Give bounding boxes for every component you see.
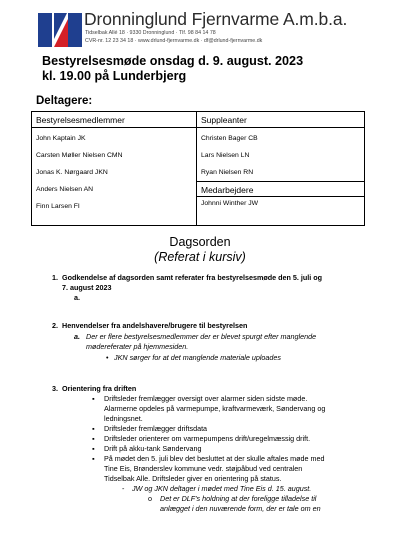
- item1-title-cont: 7. august 2023: [62, 283, 112, 292]
- item3-number: 3.: [52, 384, 58, 393]
- alternates-list: [201, 130, 258, 181]
- staff-member: Johnni Winther JW: [201, 200, 259, 207]
- agenda-subtitle: (Referat i kursiv): [154, 250, 246, 264]
- square-bullet: ▪: [92, 444, 95, 453]
- board-member: Anders Nielsen AN: [36, 186, 94, 193]
- item3-bullet5: På mødet den 5. juli blev det besluttet at der skulle aftales møde med: [104, 454, 325, 463]
- item2-title: Henvendelser fra andelshavere/brugere til bestyrelsen: [62, 321, 248, 330]
- circle-bullet: o: [148, 494, 152, 503]
- item3-bullet4: Drift på akku-tank Søndervang: [104, 444, 202, 453]
- item3-circle-note: Det er DLF's holdning at der foreligge tilladelse til: [160, 494, 317, 503]
- board-member: John Kaptain JK: [36, 135, 86, 142]
- bullet-dot: •: [106, 353, 109, 362]
- item3-bullet3: Driftsleder orienterer om varmepumpens drift/uregelmæssig drift.: [104, 434, 311, 443]
- item2-number: 2.: [52, 321, 58, 330]
- alternate-member: Ryan Nielsen RN: [201, 169, 254, 176]
- item3-bullet5-cont2: Tidselbak Alle. Driftsleder giver en orientering på status.: [104, 474, 282, 483]
- alternate-member: Christen Bager CB: [201, 135, 258, 142]
- participants-table: [31, 111, 365, 226]
- agenda-title: Dagsorden: [169, 235, 231, 249]
- company-name: Dronninglund Fjernvarme A.m.b.a.: [84, 9, 348, 29]
- item3-title: Orientering fra driften: [62, 384, 137, 393]
- square-bullet: ▪: [92, 434, 95, 443]
- alternates-column: [197, 112, 364, 225]
- staff-header: Medarbejdere: [197, 181, 364, 197]
- board-member: Jonas K. Nørgaard JKN: [36, 169, 108, 176]
- item1-number: 1.: [52, 273, 58, 282]
- square-bullet: ▪: [92, 394, 95, 403]
- meeting-time-location: kl. 19.00 på Lunderbjerg: [42, 69, 187, 83]
- company-logo: [38, 13, 82, 47]
- item3-circle-note-cont: anlægget i den nuværende form, der er tale om en: [160, 504, 321, 513]
- square-bullet: ▪: [92, 424, 95, 433]
- item2-sub-a: a.: [74, 332, 80, 341]
- board-column: [32, 112, 197, 225]
- item1-title: Godkendelse af dagsorden samt referater fra bestyrelsesmøde den 5. juli og: [62, 273, 323, 282]
- alternate-member: Lars Nielsen LN: [201, 152, 250, 159]
- item3-bullet1-cont: Alarmerne opdeles på varmepumpe, kraftvarmeværk, Søndervang og: [104, 404, 326, 413]
- meeting-title: Bestyrelsesmøde onsdag d. 9. august. 2023: [42, 54, 304, 68]
- item2-note-cont: mødereferater på hjemmesiden.: [86, 342, 189, 351]
- item3-bullet1-cont2: ledningsnet.: [104, 414, 143, 423]
- item2-note: Der er flere bestyrelsesmedlemmer der er blevet spurgt efter manglende: [86, 332, 317, 341]
- item1-sub-a: a.: [74, 293, 80, 302]
- dash-bullet: -: [122, 484, 125, 493]
- company-contact: CVR-nr. 12 23 34 18 · www.drlund-fjernvarme.dk · df@drlund-fjernvarme.dk: [85, 38, 263, 44]
- board-header: Bestyrelsesmedlemmer: [32, 112, 196, 128]
- logo-blue-wedge: [68, 13, 82, 47]
- board-list: [36, 130, 123, 215]
- participants-heading: Deltagere:: [36, 95, 93, 107]
- alternates-header: Suppleanter: [197, 112, 364, 128]
- company-address: Tidselbak Allé 18 · 9330 Dronninglund · Tlf. 98 84 14 78: [85, 30, 216, 36]
- board-member: Finn Larsen FI: [36, 203, 80, 210]
- logo-blue-shape: [38, 13, 52, 47]
- square-bullet: ▪: [92, 454, 95, 463]
- item3-bullet5-cont: Tine Eis, Brønderslev kommune vedr. støjpåbud ved centralen: [104, 464, 303, 473]
- item3-bullet2: Driftsleder fremlægger driftsdata: [104, 424, 208, 433]
- item3-dash-note: JW og JKN deltager i mødet med Tine Eis d. 15. august.: [132, 484, 312, 493]
- item3-bullet1: Driftsleder fremlægger oversigt over alarmer siden sidste møde.: [104, 394, 308, 403]
- item2-action: JKN sørger for at det manglende materiale uploades: [114, 353, 281, 362]
- board-member: Carsten Møller Nielsen CMN: [36, 152, 123, 159]
